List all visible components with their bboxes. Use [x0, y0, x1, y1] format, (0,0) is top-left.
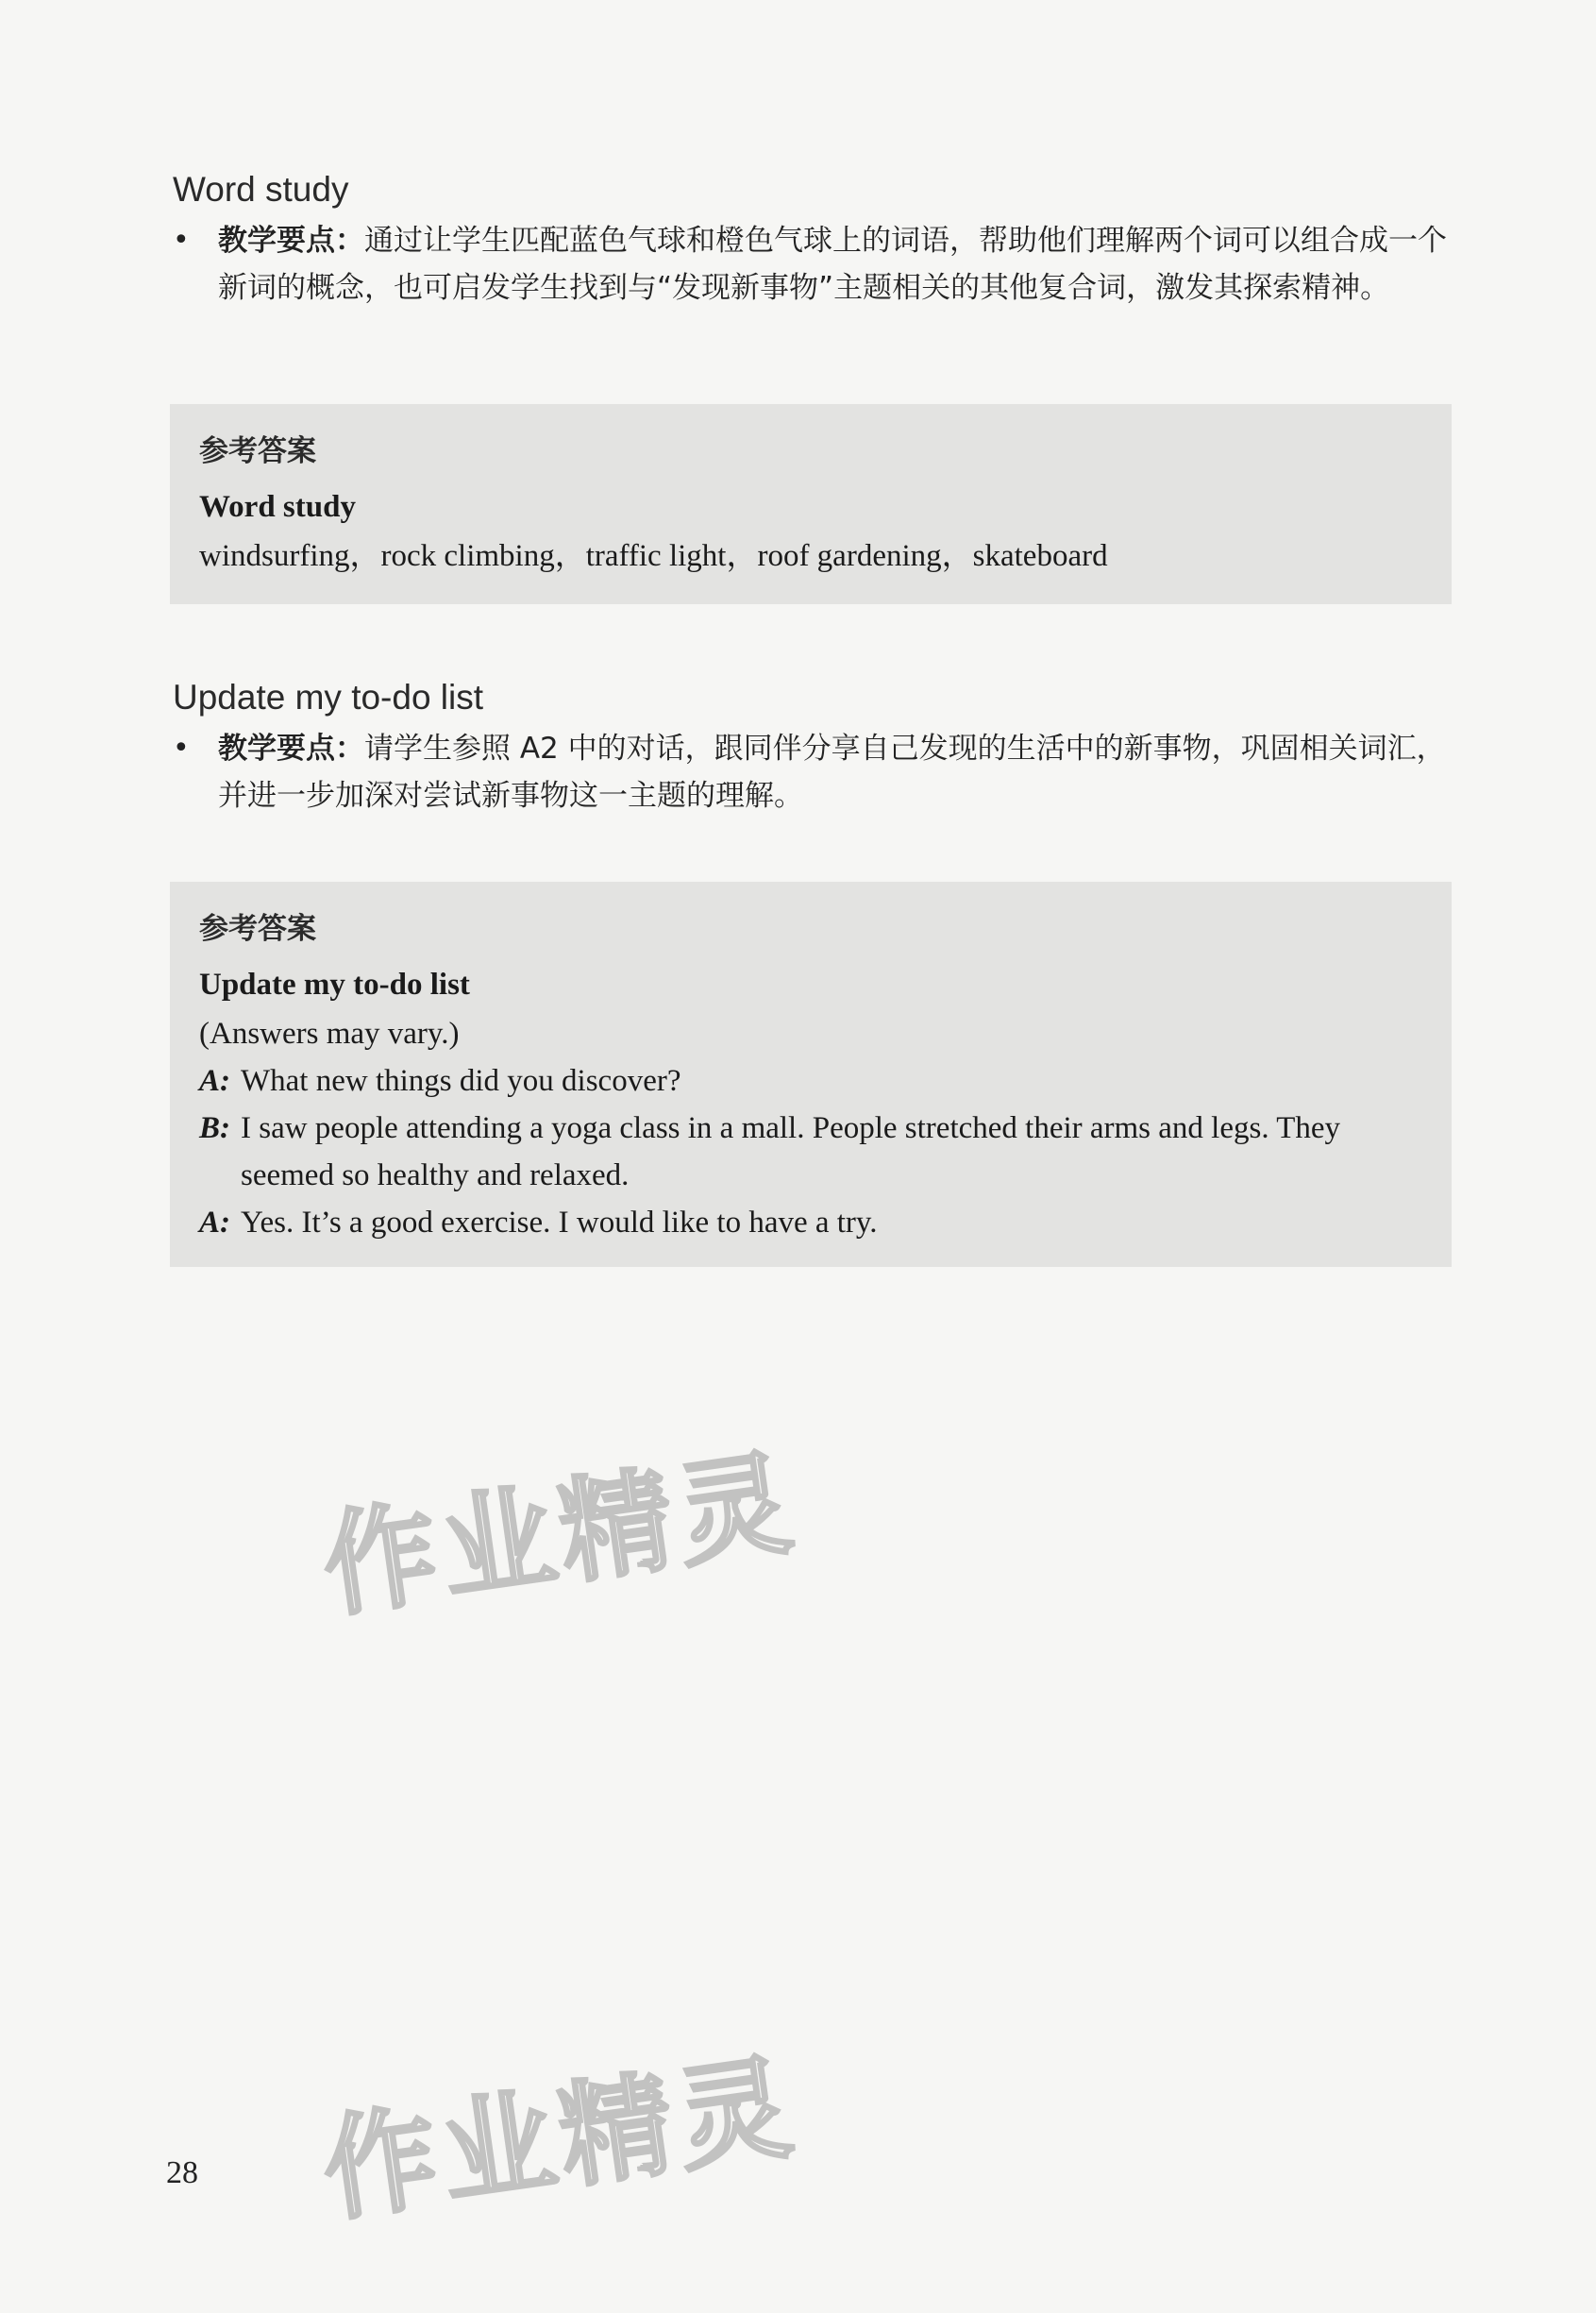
bullet-icon: •: [173, 732, 190, 765]
dialogue-text: Yes. It’s a good exercise. I would like to have a try.: [241, 1206, 878, 1240]
answer-box-update-list: [170, 882, 1452, 1267]
bullet-icon: •: [173, 224, 190, 257]
teaching-point-word-study: [173, 217, 1456, 312]
dialogue-speaker: A:: [199, 1064, 230, 1098]
answer-note: (Answers may vary.): [199, 1017, 460, 1051]
section-heading-word-study: Word study: [173, 170, 349, 209]
teaching-point-text: [218, 217, 1456, 312]
dialogue-line: [199, 1105, 1421, 1199]
teaching-point-body: 通过让学生匹配蓝色气球和橙色气球上的词语，帮助他们理解两个词可以组合成一个新词的概念，也可启发学生找到与“发现新事物”主题相关的其他复合词，激发其探索精神。: [218, 224, 1447, 305]
answer-box-word-study: [170, 404, 1452, 604]
dialogue-speaker: A:: [199, 1206, 230, 1240]
watermark-logo: 作业精灵: [315, 1437, 805, 1634]
watermark-logo: 作业精灵: [315, 2041, 805, 2238]
answer-subtitle: Word study: [199, 490, 356, 524]
answer-box-title: 参考答案: [199, 434, 316, 468]
page-number: 28: [166, 2155, 198, 2190]
dialogue-line: [199, 1057, 1421, 1105]
dialogue-text: I saw people attending a yoga class in a mall. People stretched their arms and legs. They seemed so healthy and relaxed.: [241, 1111, 1341, 1192]
teaching-point-body: 请学生参照 A2 中的对话，跟同伴分享自己发现的生活中的新事物，巩固相关词汇，并进一步加深对尝试新事物这一主题的理解。: [218, 732, 1446, 813]
answer-content: windsurfing，rock climbing，traffic light，roof gardening，skateboard: [199, 539, 1108, 573]
teaching-point-update-list: [173, 725, 1456, 819]
dialogue-speaker: B:: [199, 1111, 230, 1145]
teaching-point-label: 教学要点：: [218, 224, 364, 258]
answer-box-title: 参考答案: [199, 912, 316, 946]
teaching-point-label: 教学要点：: [218, 732, 364, 766]
answer-subtitle: Update my to-do list: [199, 968, 470, 1002]
section-heading-update-list: Update my to-do list: [173, 678, 484, 717]
dialogue-text: What new things did you discover?: [241, 1064, 681, 1098]
dialogue-line: [199, 1199, 1421, 1246]
teaching-point-text: [218, 725, 1456, 819]
